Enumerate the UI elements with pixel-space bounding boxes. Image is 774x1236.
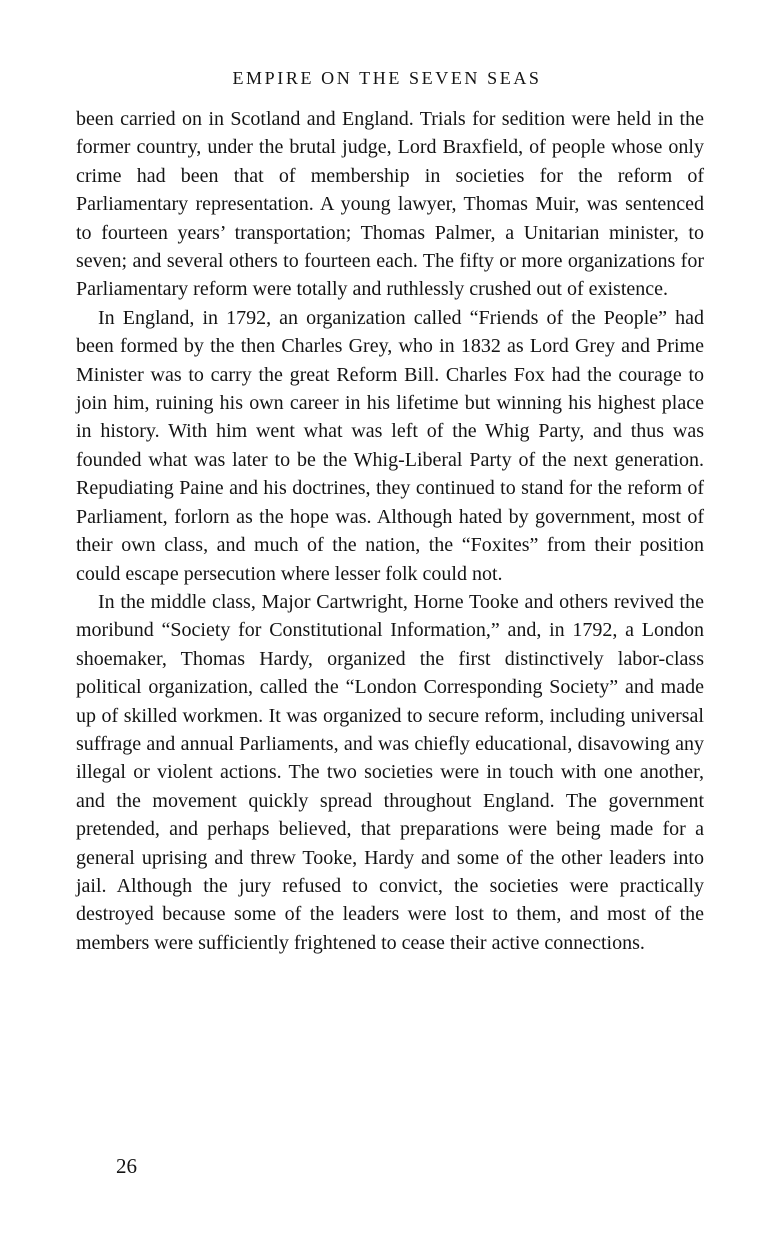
running-head: EMPIRE ON THE SEVEN SEAS xyxy=(232,68,542,88)
body-text xyxy=(76,105,704,957)
paragraph-3: In the middle class, Major Cartwright, Horne Tooke and others revived the moribund “Society for Constitutional Information,” and, in 1792, a London shoemaker, Thomas Hardy, organized the first distinctively labor-class political organization, called the “London Corresponding Society” and made up of skilled workmen. It was organized to secure reform, including universal suffrage and annual Parliaments, and was chiefly educational, disavowing any illegal or violent actions. The two societies were in touch with one another, and the movement quickly spread throughout England. The government pretended, and perhaps believed, that preparations were being made for a general uprising and threw Tooke, Hardy and some of the other leaders into jail. Although the jury refused to convict, the societies were practically destroyed because some of the leaders were lost to them, and most of the members were sufficiently frightened to cease their active connections. xyxy=(76,590,704,954)
page-number: 26 xyxy=(116,1154,137,1178)
paragraph-2: In England, in 1792, an organization called “Friends of the People” had been formed by the then Charles Grey, who in 1832 as Lord Grey and Prime Minister was to carry the great Reform Bill. Charles Fox had the courage to join him, ruining his own career in his lifetime but winning his highest place in history. With him went what was left of the Whig Party, and thus was founded what was later to be the Whig-Liberal Party of the next generation. Repudiating Paine and his doctrines, they continued to stand for the reform of Parliament, forlorn as the hope was. Although hated by government, most of their own class, and much of the nation, the “Foxites” from their position could escape persecution where lesser folk could not. xyxy=(76,306,704,585)
paragraph-1: been carried on in Scotland and England. Trials for sedition were held in the former country, under the brutal judge, Lord Braxfield, of people whose only crime had been that of membership in societies for the reform of Parliamentary representation. A young lawyer, Thomas Muir, was sentenced to fourteen years’ transportation; Thomas Palmer, a Unitarian minister, to seven; and several others to fourteen each. The fifty or more organizations for Parliamentary reform were totally and ruthlessly crushed out of existence. xyxy=(76,108,704,301)
